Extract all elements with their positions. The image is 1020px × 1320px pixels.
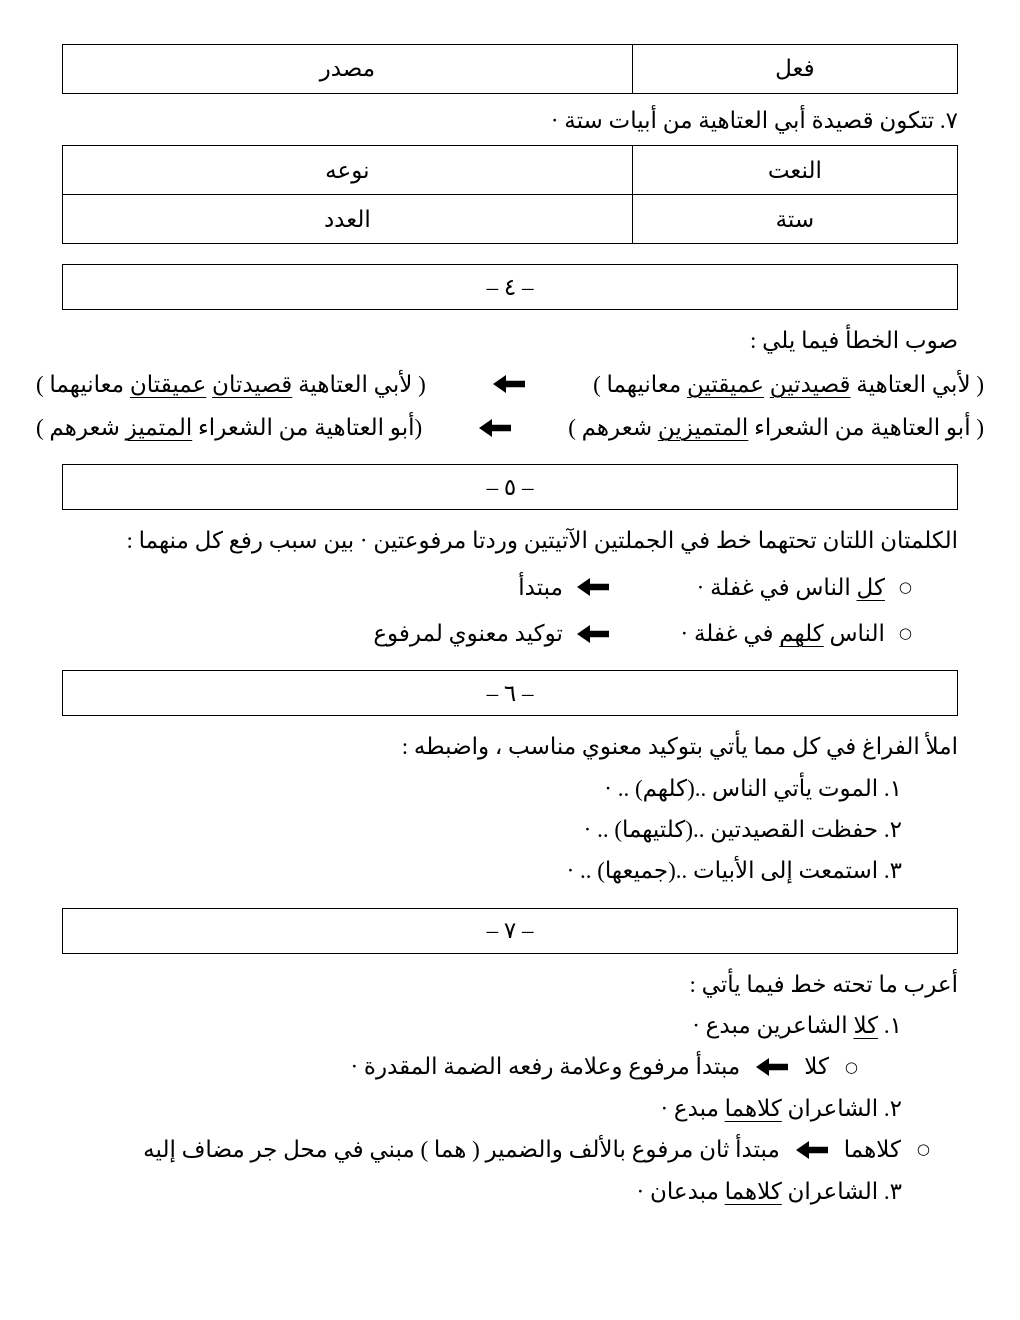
wrong-sentence: ( لأبي العتاهية قصيدتين عميقتين معانيهما ) [593, 371, 984, 397]
rafa-answer: مبتدأ [518, 574, 563, 600]
worksheet-page [36, 0, 984, 1208]
irab-heading: أعرب ما تحته خط فيما يأتي : [689, 971, 958, 997]
rafa-item [62, 571, 958, 604]
arrow-left-icon [796, 1141, 828, 1159]
irab-question: ٣. الشاعران كلاهما مبدعان · [636, 1178, 902, 1204]
section-divider-4 [62, 264, 958, 310]
q7-line: ٧. تتكون قصيدة أبي العتاهية من أبيات ستة · [550, 108, 958, 133]
irab-answer [62, 1050, 958, 1083]
correct-errors-heading: صوب الخطأ فيما يلي : [750, 328, 958, 354]
irab-word: كلاهما [843, 1137, 901, 1163]
irab-question: ١. كلا الشاعرين مبدع · [692, 1013, 902, 1039]
irab-question: ٢. الشاعران كلاهما مبدع · [660, 1095, 902, 1121]
corrected-sentence: ( لأبي العتاهية قصيدتان عميقتان معانيهما ) [36, 371, 426, 397]
naat-header-cell: النعت [632, 146, 957, 195]
top-table-type-cell: مصدر [63, 45, 633, 94]
table-row [63, 45, 958, 94]
arrow-left-icon [756, 1058, 788, 1076]
irab-answer-text: مبتدأ مرفوع وعلامة رفعه الضمة المقدرة · [350, 1054, 741, 1080]
rafa-sentence: الناس كلهم في غفلة · [680, 621, 885, 647]
corrected-sentence: (أبو العتاهية من الشعراء المتميز شعرهم ) [36, 415, 423, 441]
section-number: – ٦ – [486, 680, 534, 706]
section-number: – ٧ – [486, 918, 534, 944]
section-divider-6 [62, 670, 958, 716]
irab-word: كلا [804, 1054, 829, 1080]
bullet-icon: ○ [898, 624, 912, 643]
arrow-left-icon [577, 625, 609, 643]
naat-table [62, 145, 958, 244]
rafa-item [62, 617, 958, 650]
naat-type-value-cell: العدد [63, 195, 633, 244]
arrow-left-icon [479, 419, 511, 437]
section-number: – ٤ – [486, 274, 534, 300]
section-number: – ٥ – [486, 474, 534, 500]
fill-item: ٣. استمعت إلى الأبيات ..(جميعها) .. · [566, 858, 902, 884]
bullet-icon: ○ [898, 577, 912, 596]
fill-item: ٢. حفظت القصيدتين ..(كلتيهما) .. · [583, 817, 902, 843]
top-table-word-cell: فعل [632, 45, 957, 94]
table-row [63, 146, 958, 195]
rafa-sentence: كل الناس في غفلة · [696, 574, 885, 600]
fill-heading: املأ الفراغ في كل مما يأتي بتوكيد معنوي مناسب ، واضبطه : [401, 734, 958, 760]
correction-row [36, 368, 984, 401]
naat-type-header-cell: نوعه [63, 146, 633, 195]
rafa-answer: توكيد معنوي لمرفوع [373, 621, 563, 647]
arrow-left-icon [493, 375, 525, 393]
naat-value-cell: ستة [632, 195, 957, 244]
irab-answer-text: مبتدأ ثان مرفوع بالألف والضمير ( هما ) مبني في محل جر مضاف إليه [143, 1137, 780, 1163]
arrow-left-icon [577, 578, 609, 596]
section-divider-7 [62, 908, 958, 954]
bullet-icon: ○ [844, 1057, 858, 1076]
irab-answer [62, 1133, 958, 1166]
fill-item: ١. الموت يأتي الناس ..(كلهم) .. · [604, 775, 902, 801]
top-table [62, 44, 958, 94]
bullet-icon: ○ [916, 1140, 930, 1159]
table-row [63, 195, 958, 244]
rafa-heading: الكلمتان اللتان تحتهما خط في الجملتين الآتيتين وردتا مرفوعتين · بين سبب رفع كل منهما : [126, 528, 958, 554]
correction-row [36, 411, 984, 444]
wrong-sentence: ( أبو العتاهية من الشعراء المتميزين شعرهم ) [568, 415, 984, 441]
section-divider-5 [62, 464, 958, 510]
